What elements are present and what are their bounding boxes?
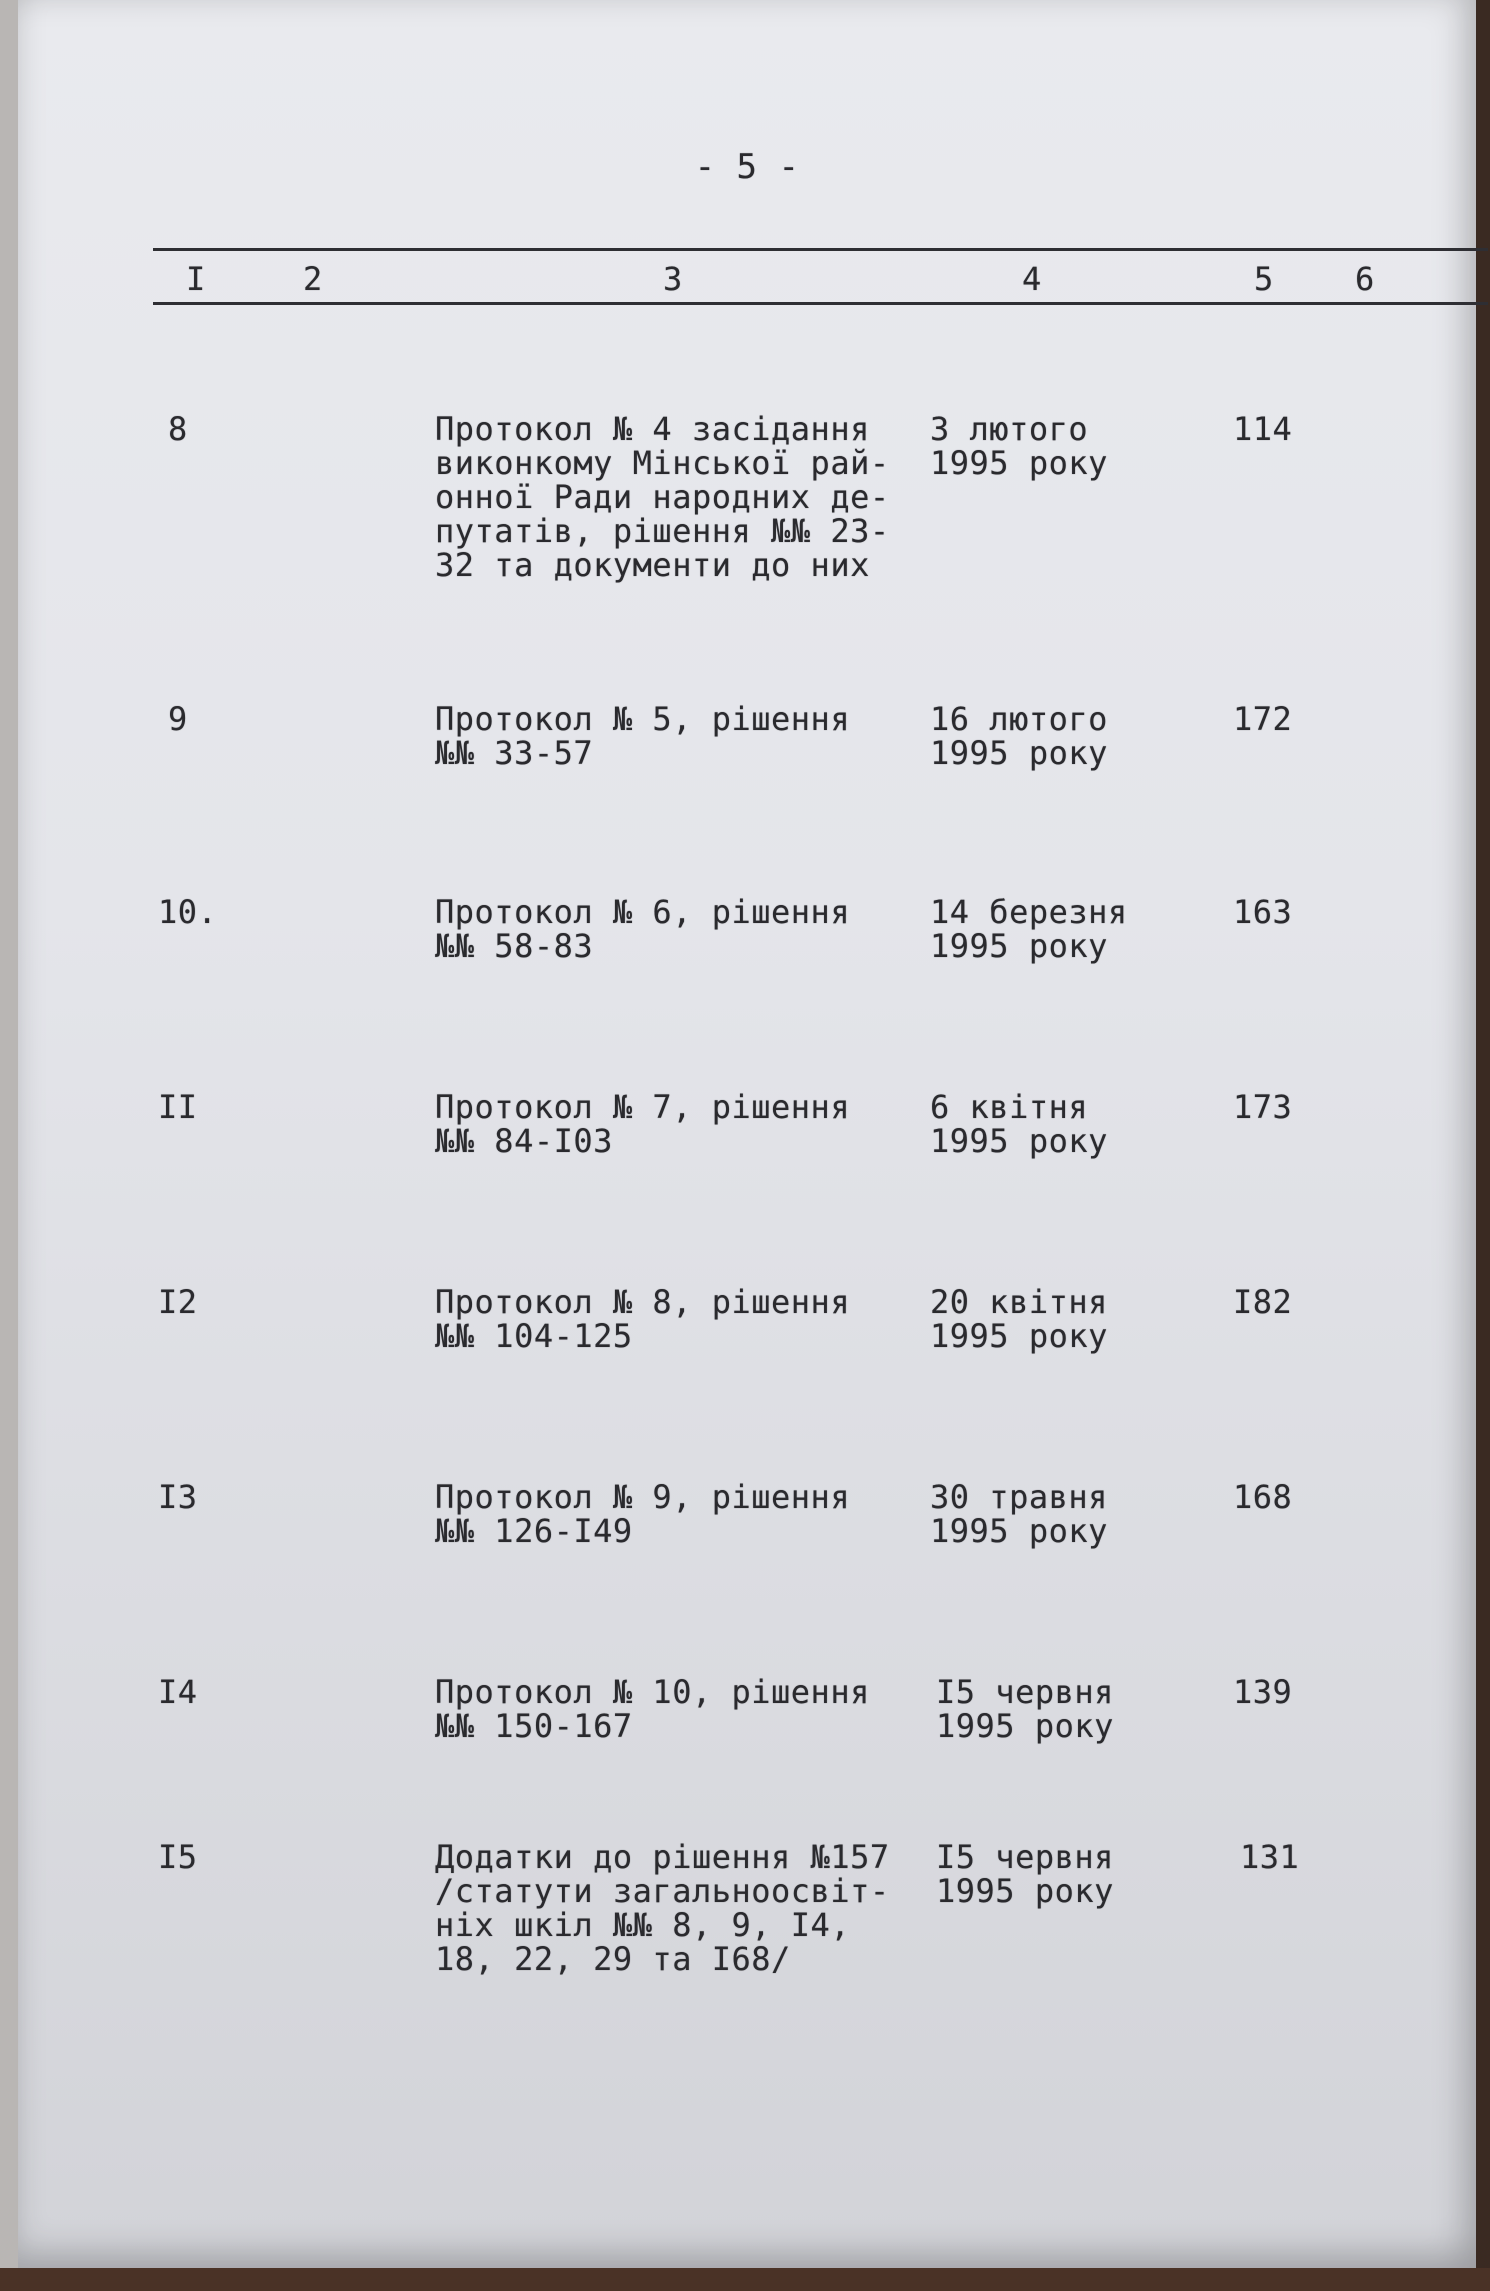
column-header-5: 5 [1254,260,1274,298]
document-page [18,0,1476,2268]
page-number: - 5 - [694,147,800,187]
row-title: Протокол № 8, рішення №№ 104-125 [435,1283,851,1355]
row-page-count: 139 [1233,1673,1293,1711]
row-page-count: 114 [1233,410,1293,448]
table-header-rule [153,302,1488,305]
row-date: 14 березня 1995 року [930,893,1128,965]
row-title: Протокол № 7, рішення №№ 84-I03 [435,1088,851,1160]
row-number: II [158,1088,198,1126]
row-page-count: 163 [1233,893,1293,931]
column-header-6: 6 [1355,260,1375,298]
row-number: I5 [158,1838,198,1876]
row-page-count: 173 [1233,1088,1293,1126]
row-number: 8 [168,410,188,448]
column-header-3: 3 [663,260,683,298]
row-number: 10. [158,893,218,931]
row-page-count: 172 [1233,700,1293,738]
table-top-rule [153,248,1488,251]
row-page-count: 131 [1240,1838,1300,1876]
row-date: 16 лютого 1995 року [930,700,1108,772]
scan-bottom-edge [0,2268,1490,2291]
row-number: I3 [158,1478,198,1516]
row-date: 3 лютого 1995 року [930,410,1108,482]
row-title: Протокол № 5, рішення №№ 33-57 [435,700,851,772]
row-date: I5 червня 1995 року [936,1673,1114,1745]
row-date: I5 червня 1995 року [936,1838,1114,1910]
row-title: Протокол № 9, рішення №№ 126-I49 [435,1478,851,1550]
column-header-1: I [186,260,206,298]
row-title: Додатки до рішення №157 /статути загальноосвіт- ніх шкіл №№ 8, 9, I4, 18, 22, 29 та I68/ [435,1838,890,1978]
row-date: 20 квітня 1995 року [930,1283,1108,1355]
row-page-count: I82 [1233,1283,1293,1321]
row-number: 9 [168,700,188,738]
column-header-4: 4 [1022,260,1042,298]
scan-left-edge [0,0,18,2291]
column-header-2: 2 [303,260,323,298]
row-date: 30 травня 1995 року [930,1478,1108,1550]
row-date: 6 квітня 1995 року [930,1088,1108,1160]
row-title: Протокол № 6, рішення №№ 58-83 [435,893,851,965]
row-number: I4 [158,1673,198,1711]
row-title: Протокол № 10, рішення №№ 150-167 [435,1673,870,1745]
row-page-count: 168 [1233,1478,1293,1516]
row-number: I2 [158,1283,198,1321]
row-title: Протокол № 4 засідання виконкому Мінської рай- онної Ради народних де- путатів, рішення №№ 23- 32 та документи до них [435,410,890,584]
